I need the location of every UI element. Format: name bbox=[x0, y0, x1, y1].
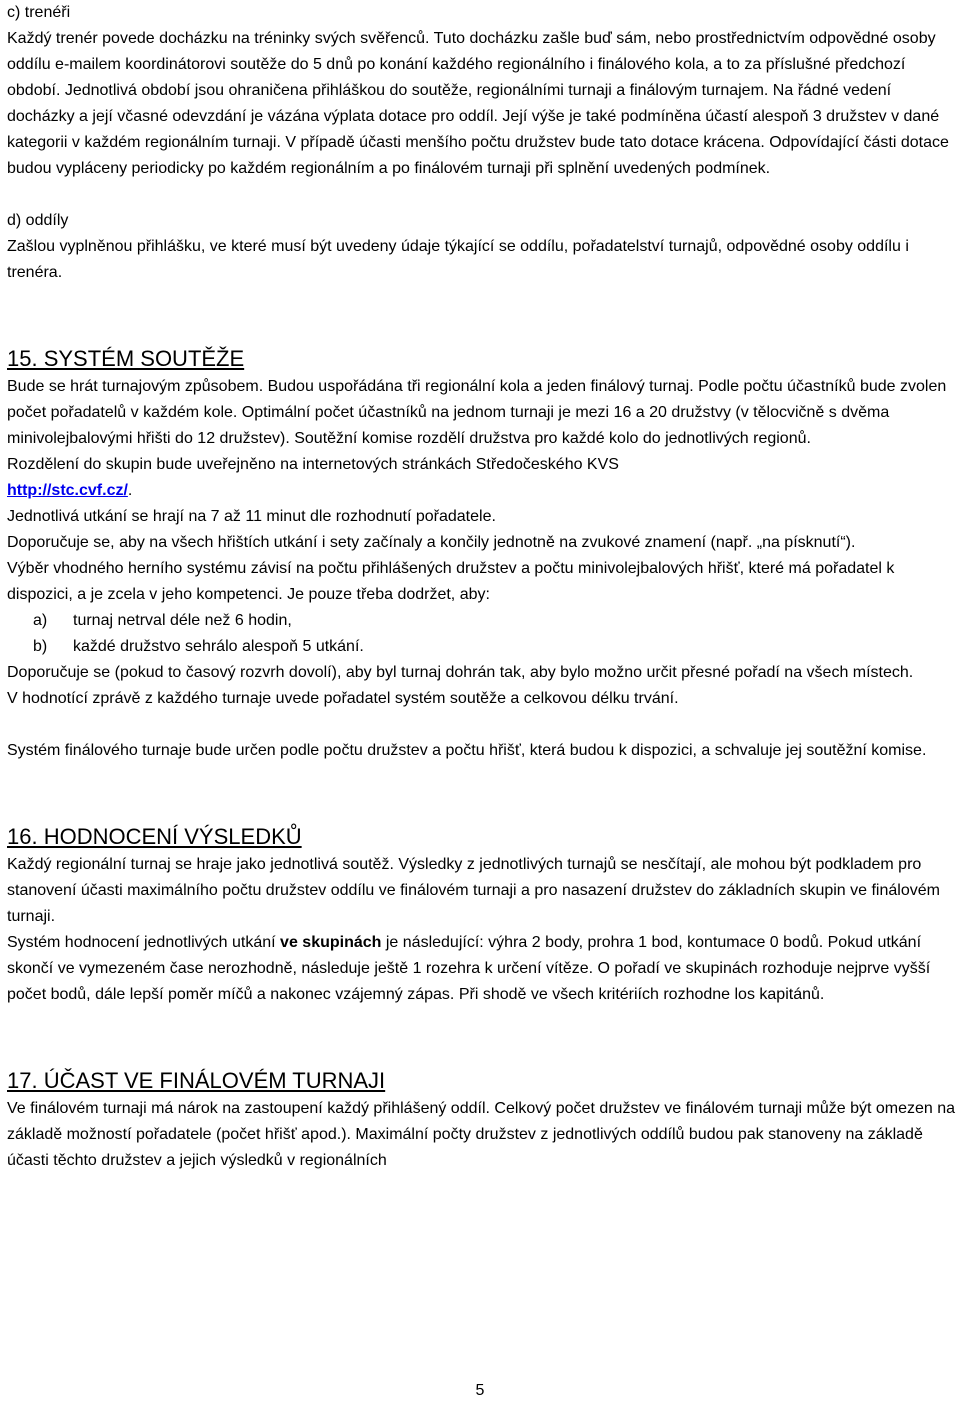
club-heading: d) oddíly bbox=[7, 212, 69, 229]
section-15-paragraph-3: Jednotlivá utkání se hrají na 7 až 11 minut dle rozhodnutí pořadatele. bbox=[7, 508, 496, 525]
list-marker: a) bbox=[33, 612, 48, 629]
section-15-title: 15. SYSTÉM SOUTĚŽE bbox=[7, 346, 245, 371]
section-17-paragraph-1: Ve finálovém turnaji má nárok na zastoupení každý přihlášený oddíl. Celkový počet družstev ve finálovém turnaji může být omezen na základě možností pořadatele (počet hřišť apod.). Maximální počty družstev z jednotlivých oddílů budou pak stanoveny na základě účasti těchto družstev a jejich výsledků v regionálních bbox=[7, 1100, 956, 1169]
list-item-text: každé družstvo sehrálo alespoň 5 utkání. bbox=[73, 638, 364, 655]
club-paragraph: Zašlou vyplněnou přihlášku, ve které musí být uvedeny údaje týkající se oddílu, pořadatelství turnajů, odpovědné osoby oddílu i trenéra. bbox=[7, 238, 909, 281]
scoring-text-end: je následující: výhra 2 body, prohra 1 bod, kontumace 0 bodů. Pokud utkání skončí ve vymezeném čase nerozhodně, následuje ještě 1 rozehra k určení vítěze. O pořadí ve skupinách rozhoduje nejprve vyšší počet bodů, dále lepší poměr míčů a nakonec vzájemný zápas. Při shodě ve všech kritériích rozhodne los kapitánů. bbox=[7, 934, 931, 1003]
section-17-title: 17. ÚČAST VE FINÁLOVÉM TURNAJI bbox=[7, 1068, 386, 1093]
section-16-paragraph-1: Každý regionální turnaj se hraje jako jednotlivá soutěž. Výsledky z jednotlivých turnajů se nesčítají, ale mohou být podkladem pro stanovení účasti maximálního počtu družstev oddílu ve finálovém turnaji a pro nasazení družstev do základních skupin ve finálovém turnaji. bbox=[7, 856, 940, 925]
list-marker: b) bbox=[33, 638, 48, 655]
document-page bbox=[7, 0, 957, 1174]
website-link[interactable]: http://stc.cvf.cz/ bbox=[7, 482, 128, 499]
section-15-paragraph-2 bbox=[7, 452, 957, 504]
list-item bbox=[7, 634, 957, 660]
section-15-paragraph-6: Doporučuje se (pokud to časový rozvrh dovolí), aby byl turnaj dohrán tak, aby bylo možno určit přesné pořadí na všech místech. bbox=[7, 664, 914, 681]
section-16-paragraph-2 bbox=[7, 930, 957, 1008]
trainers-heading: c) trenéři bbox=[7, 4, 71, 21]
section-16-title: 16. HODNOCENÍ VÝSLEDKŮ bbox=[7, 824, 302, 849]
scoring-bold-text: ve skupinách bbox=[280, 934, 382, 951]
trainers-paragraph: Každý trenér povede docházku na tréninky svých svěřenců. Tuto docházku zašle buď sám, nebo prostřednictvím odpovědné osoby oddílu e-mailem koordinátorovi soutěže do 5 dnů po konání každého regionálního i finálového kola, a to za příslušné předchozí období. Jednotlivá období jsou ohraničena přihláškou do soutěže, regionálními turnaji a finálovým turnajem. Na řádné vedení docházky a její včasné odevzdání je vázána výplata dotace pro oddíl. Její výše je také podmíněna účastí alespoň 3 družstev v dané kategorii v každém regionálním turnaji. V případě účasti menšího počtu družstev bude tato dotace krácena. Odpovídající části dotace budou vypláceny periodicky po každém regionálním a po finálovém turnaji při splnění uvedených podmínek. bbox=[7, 30, 949, 177]
list-item bbox=[7, 608, 957, 634]
scoring-text-start: Systém hodnocení jednotlivých utkání bbox=[7, 934, 281, 951]
section-15-paragraph-5: Výběr vhodného herního systému závisí na počtu přihlášených družstev a počtu minivolejbalových hřišť, které má pořadatel k dispozici, a je zcela v jeho kompetenci. Je pouze třeba dodržet, aby: bbox=[7, 560, 895, 603]
groups-info-text: Rozdělení do skupin bude uveřejněno na internetových stránkách Středočeského KVS bbox=[7, 456, 619, 473]
section-15-paragraph-1: Bude se hrát turnajovým způsobem. Budou uspořádána tři regionální kola a jeden finálový turnaj. Podle počtu účastníků bude zvolen počet pořadatelů v každém kole. Optimální počet účastníků na jednom turnaji je mezi 16 a 20 družstvy (v tělocvičně s dvěma minivolejbalovými hřišti do 12 družstev). Soutěžní komise rozdělí družstva pro každé kolo do jednotlivých regionů. bbox=[7, 378, 947, 447]
link-suffix: . bbox=[127, 482, 133, 499]
section-15-paragraph-4: Doporučuje se, aby na všech hřištích utkání i sety začínaly a končily jednotně na zvukové znamení (např. „na písknutí“). bbox=[7, 534, 856, 551]
list-item-text: turnaj netrval déle než 6 hodin, bbox=[73, 612, 292, 629]
page-number: 5 bbox=[475, 1382, 485, 1399]
section-15-paragraph-8: Systém finálového turnaje bude určen podle počtu družstev a počtu hřišť, která budou k dispozici, a schvaluje jej soutěžní komise. bbox=[7, 742, 927, 759]
section-15-paragraph-7: V hodnotící zprávě z každého turnaje uvede pořadatel systém soutěže a celkovou délku trvání. bbox=[7, 690, 679, 707]
